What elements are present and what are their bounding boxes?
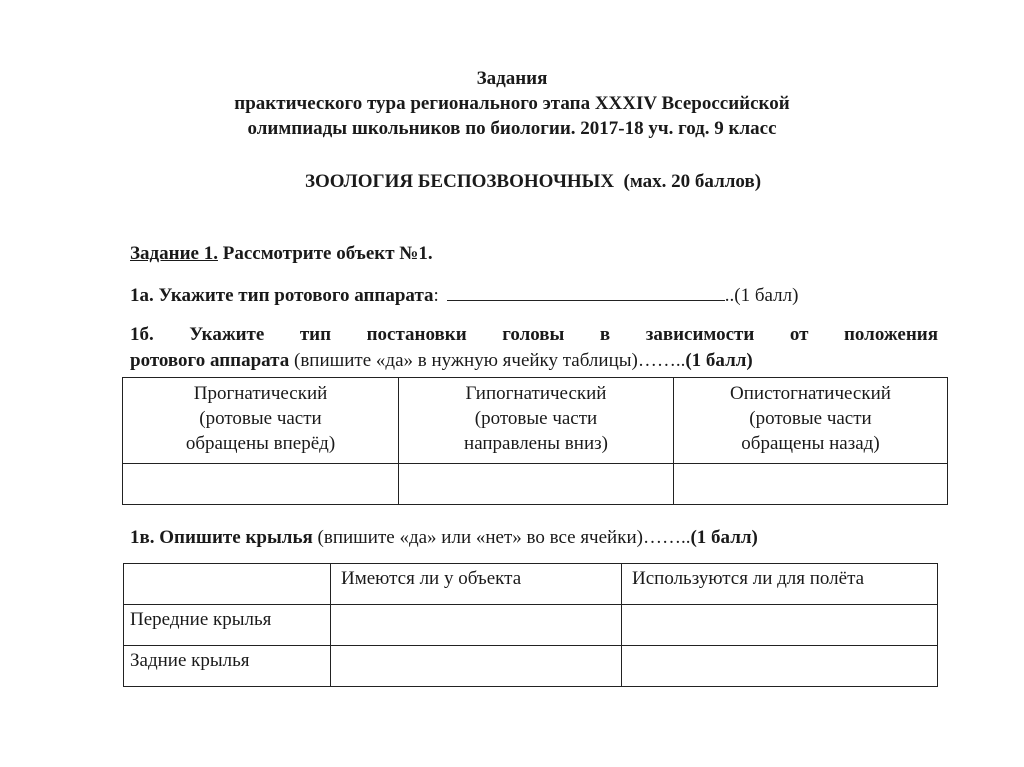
column-note: обращены вперёд)	[185, 433, 336, 454]
answer-cell[interactable]	[674, 464, 948, 505]
column-note: (ротовые части	[199, 408, 322, 429]
table-header-cell: Имеются ли у объекта	[331, 564, 622, 605]
head-position-table	[122, 377, 948, 505]
table-header-cell	[399, 378, 674, 464]
table-row	[123, 464, 948, 505]
header-line-1: Задания	[476, 68, 548, 89]
question-1a-points: ..(1 балл)	[724, 285, 799, 306]
column-note: направлены вниз)	[464, 433, 608, 454]
table-row	[124, 605, 938, 646]
question-1c-instruction: (впишите «да» или «нет» во все ячейки)……..	[317, 527, 691, 548]
table-header-cell	[124, 564, 331, 605]
table-row	[123, 378, 948, 464]
column-note: обращены назад)	[741, 433, 880, 454]
header-line-3: олимпиады школьников по биологии. 2017-18 уч. год. 9 класс	[247, 118, 777, 139]
row-label: Передние крылья	[124, 605, 331, 646]
answer-blank-1a[interactable]	[447, 282, 725, 301]
row-label: Задние крылья	[124, 646, 331, 687]
answer-cell[interactable]	[123, 464, 399, 505]
task-1-text: Рассмотрите объект №1.	[222, 243, 433, 264]
question-1c-points: (1 балл)	[690, 527, 758, 548]
question-1c-bold: 1в. Опишите крылья	[130, 527, 313, 548]
answer-cell[interactable]	[331, 605, 622, 646]
task-1-label: Задание 1.	[130, 243, 218, 264]
column-title: Опистогнатический	[730, 383, 891, 404]
table-header-cell: Используются ли для полёта	[622, 564, 938, 605]
question-1a: 1а. Укажите тип ротового аппарата: ..(1 балл)	[130, 282, 798, 309]
document-header	[0, 66, 1024, 141]
question-1b-instruction: (впишите «да» в нужную ячейку таблицы)……..	[294, 350, 686, 371]
answer-cell[interactable]	[622, 646, 938, 687]
answer-cell[interactable]	[399, 464, 674, 505]
wings-table	[123, 563, 938, 687]
question-1a-label: 1а. Укажите тип ротового аппарата	[130, 285, 434, 306]
table-row	[124, 646, 938, 687]
column-note: (ротовые части	[749, 408, 872, 429]
question-1b-line-2	[130, 348, 753, 374]
table-header-cell	[123, 378, 399, 464]
question-1b-bold: ротового аппарата	[130, 350, 290, 371]
section-points: (мах. 20 баллов)	[623, 171, 762, 192]
column-title: Гипогнатический	[465, 383, 607, 404]
answer-cell[interactable]	[622, 605, 938, 646]
table-row	[124, 564, 938, 605]
header-line-2: практического тура регионального этапа XXXIV Всероссийской	[234, 93, 790, 114]
column-note: (ротовые части	[474, 408, 598, 429]
question-1b-line-1: 1б. Укажите тип постановки головы в зависимости от положения	[130, 324, 938, 345]
table-header-cell	[674, 378, 948, 464]
task-1-heading	[130, 241, 433, 267]
section-title	[0, 171, 1024, 193]
column-title: Прогнатический	[193, 383, 328, 404]
answer-cell[interactable]	[331, 646, 622, 687]
section-title-text: ЗООЛОГИЯ БЕСПОЗВОНОЧНЫХ	[304, 171, 615, 192]
question-1b-points: (1 балл)	[685, 350, 753, 371]
question-1c	[130, 525, 758, 551]
